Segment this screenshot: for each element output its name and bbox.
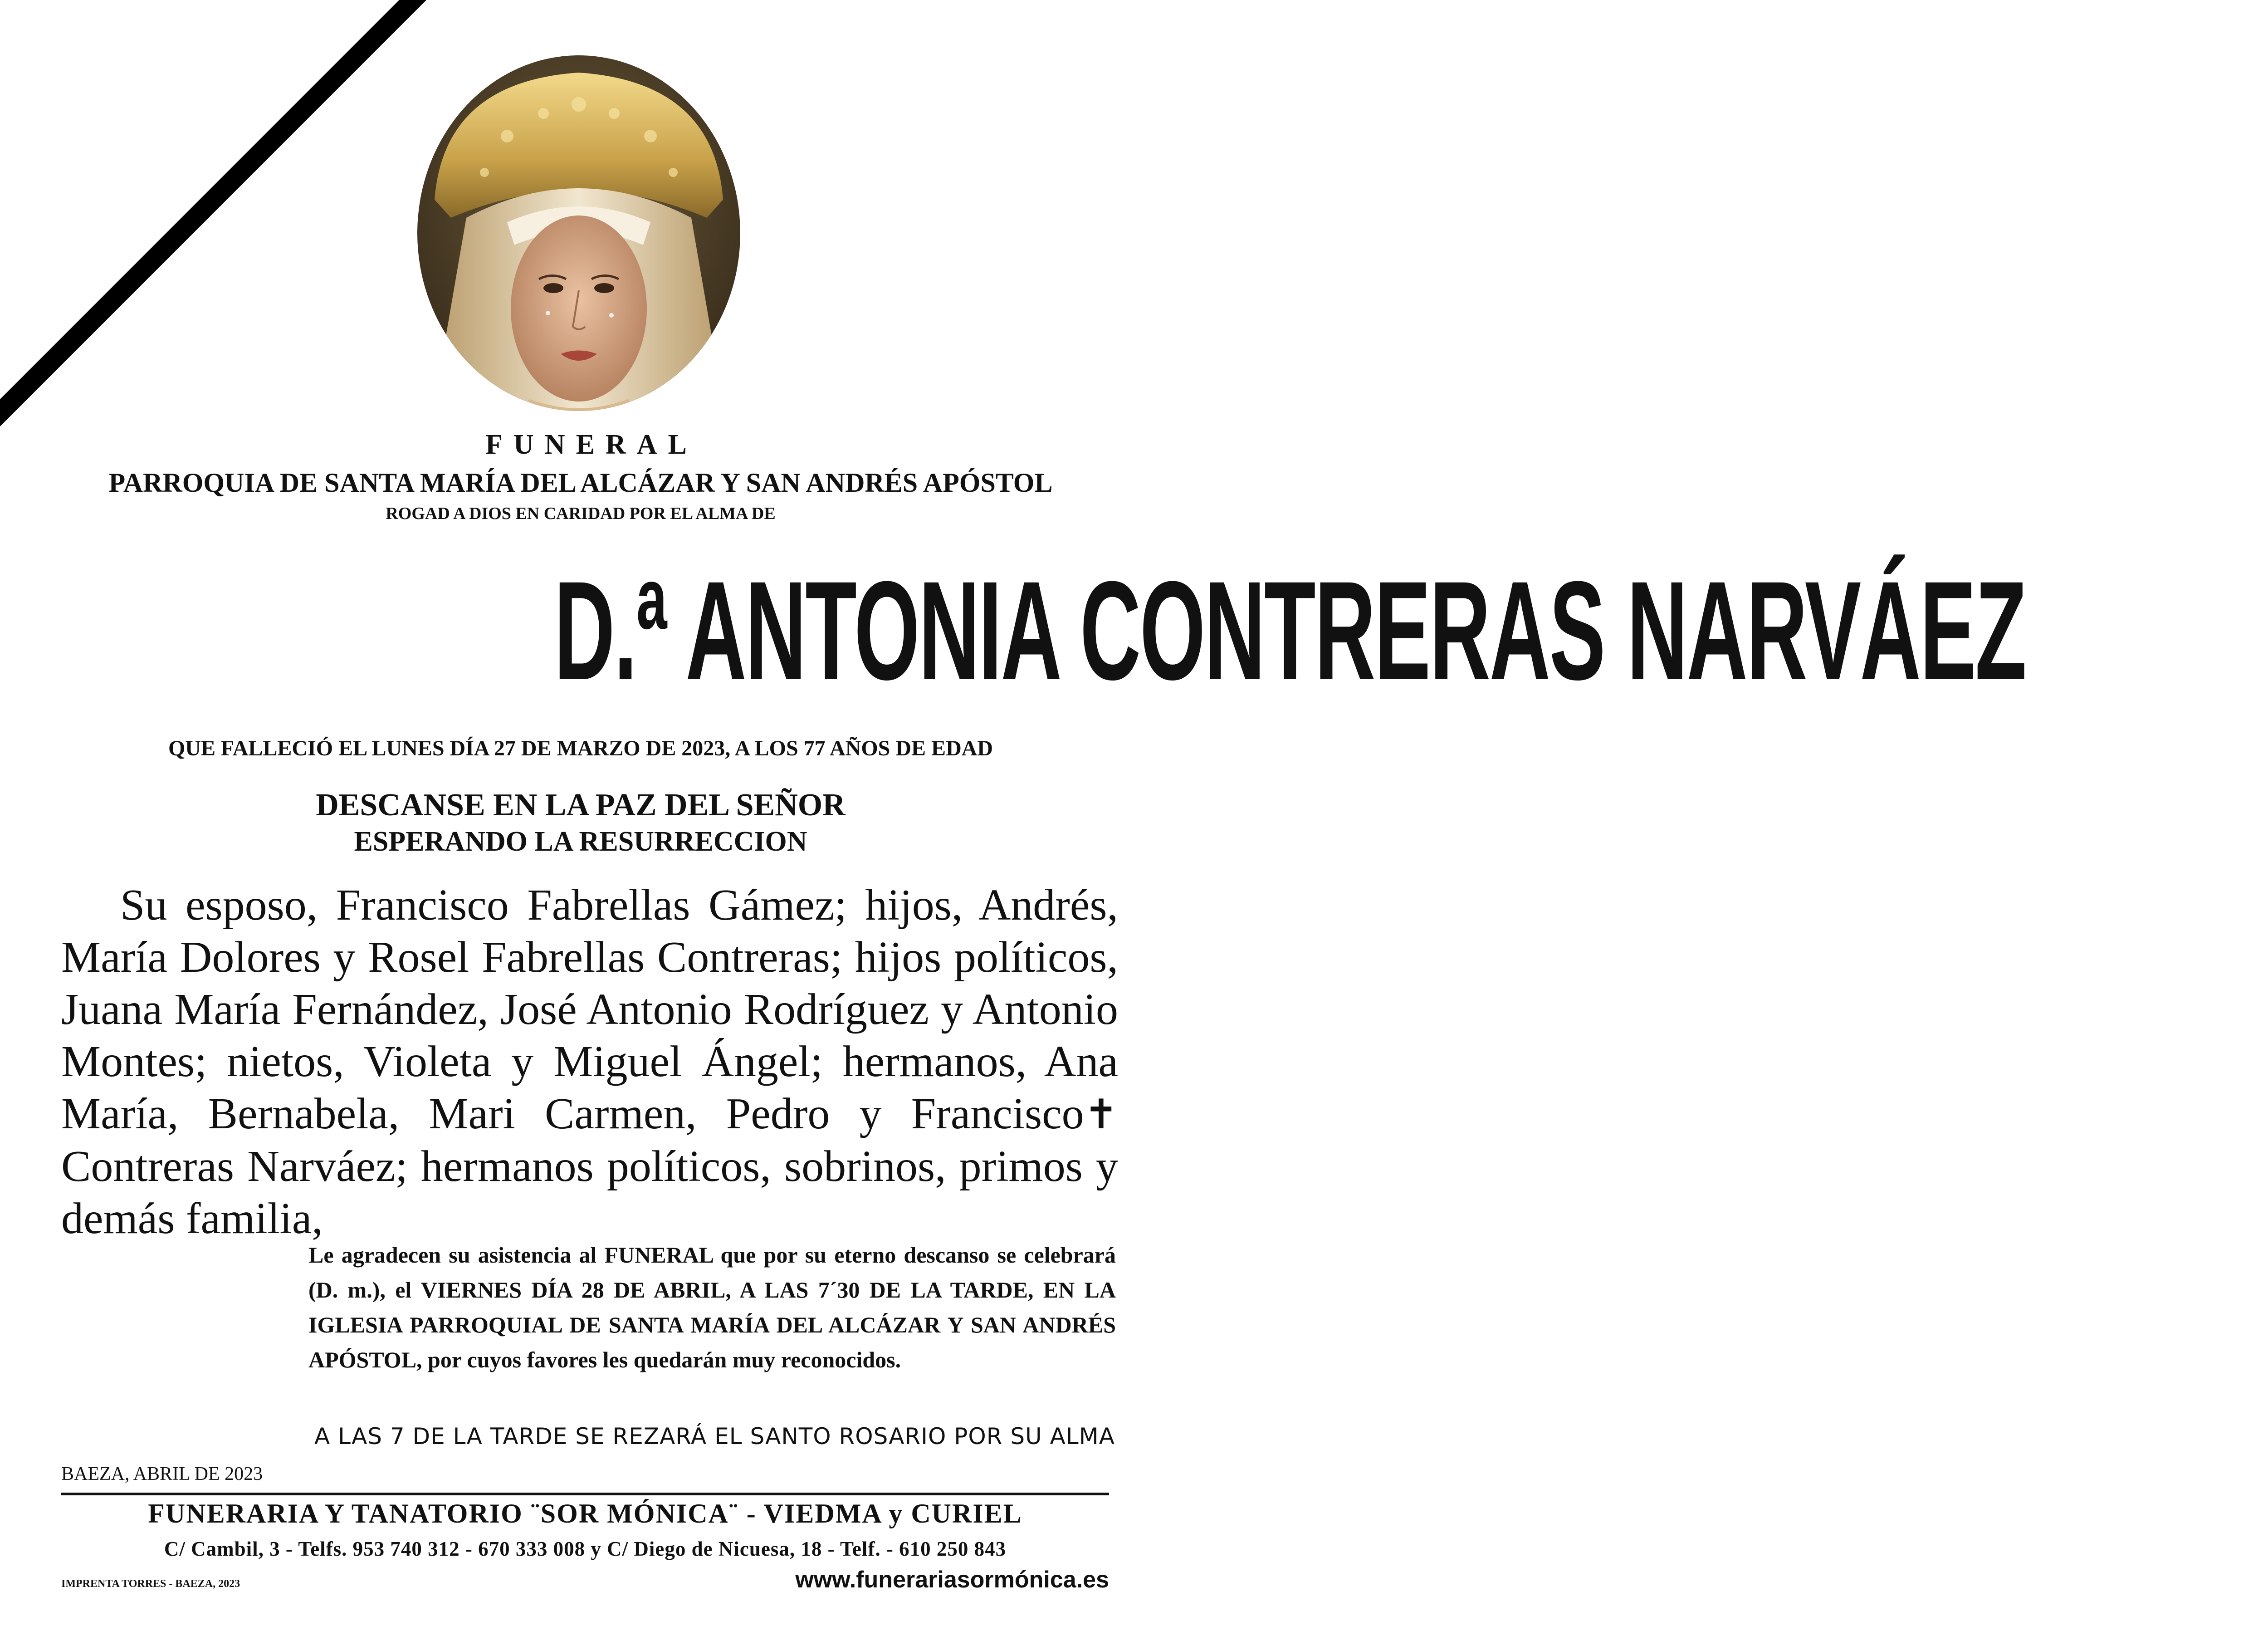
death-info: QUE FALLECIÓ EL LUNES DÍA 27 DE MARZO DE 2023, A LOS 77 AÑOS DE EDAD <box>168 736 993 760</box>
funeral-home-address: C/ Cambil, 3 - Telfs. 953 740 312 - 670 333 008 y C/ Diego de Nicuesa, 18 - Telf. - 610 250 843 <box>164 1538 1007 1560</box>
deceased-name-text: D.ª ANTONIA CONTRERAS NARVÁEZ <box>554 552 2026 709</box>
rest-in-peace-line: DESCANSE EN LA PAZ DEL SEÑOR <box>316 788 846 823</box>
deceased-name <box>64 542 2026 719</box>
website-link[interactable]: www.funerariasormónica.es <box>795 1567 1109 1593</box>
service-announcement <box>308 1238 1116 1377</box>
resurrection-line: ESPERANDO LA RESURRECCION <box>354 826 807 857</box>
rosary-announcement: A LAS 7 DE LA TARDE SE REZARÁ EL SANTO ROSARIO POR SU ALMA <box>314 1423 1115 1450</box>
family-paragraph <box>61 879 1118 1245</box>
funeral-heading: FUNERAL <box>485 429 698 460</box>
service-text: Le agradecen su asistencia al FUNERAL que por su eterno descanso se celebrará (D. m.), el VIERNES DÍA 28 DE ABRIL, A LAS 7´30 DE LA TARDE, EN LA IGLESIA PARROQUIAL DE SANTA MARÍA DEL ALCÁZAR Y SAN ANDRÉS APÓSTOL, por cuyos favores les quedarán muy reconocidos. <box>308 1242 1116 1372</box>
family-text-before-cross: Su esposo, Francisco Fabrellas Gámez; hijos, Andrés, María Dolores y Rosel Fabrellas Contreras; hijos políticos, Juana María Fernández, José Antonio Rodríguez y Antonio Montes; nietos, Violeta y Miguel Ángel; hermanos, Ana María, Bernabela, Mari Carmen, Pedro y Francisco <box>61 881 1118 1138</box>
family-text-after-cross: Contreras Narváez; hermanos políticos, sobrinos, primos y demás familia, <box>61 1142 1118 1243</box>
mourning-ribbon-icon <box>0 0 426 426</box>
prayer-request: ROGAD A DIOS EN CARIDAD POR EL ALMA DE <box>386 504 776 523</box>
virgin-portrait <box>416 54 741 412</box>
printer-credit: IMPRENTA TORRES - BAEZA, 2023 <box>61 1578 240 1590</box>
parish-name: PARROQUIA DE SANTA MARÍA DEL ALCÁZAR Y SAN ANDRÉS APÓSTOL <box>108 468 1053 498</box>
place-date: BAEZA, ABRIL DE 2023 <box>61 1464 263 1484</box>
funeral-home-name: FUNERARIA Y TANATORIO ¨SOR MÓNICA¨ - VIEDMA y CURIEL <box>148 1499 1022 1528</box>
footer-divider <box>61 1493 1109 1495</box>
cross-icon: ✝ <box>1084 1091 1118 1138</box>
